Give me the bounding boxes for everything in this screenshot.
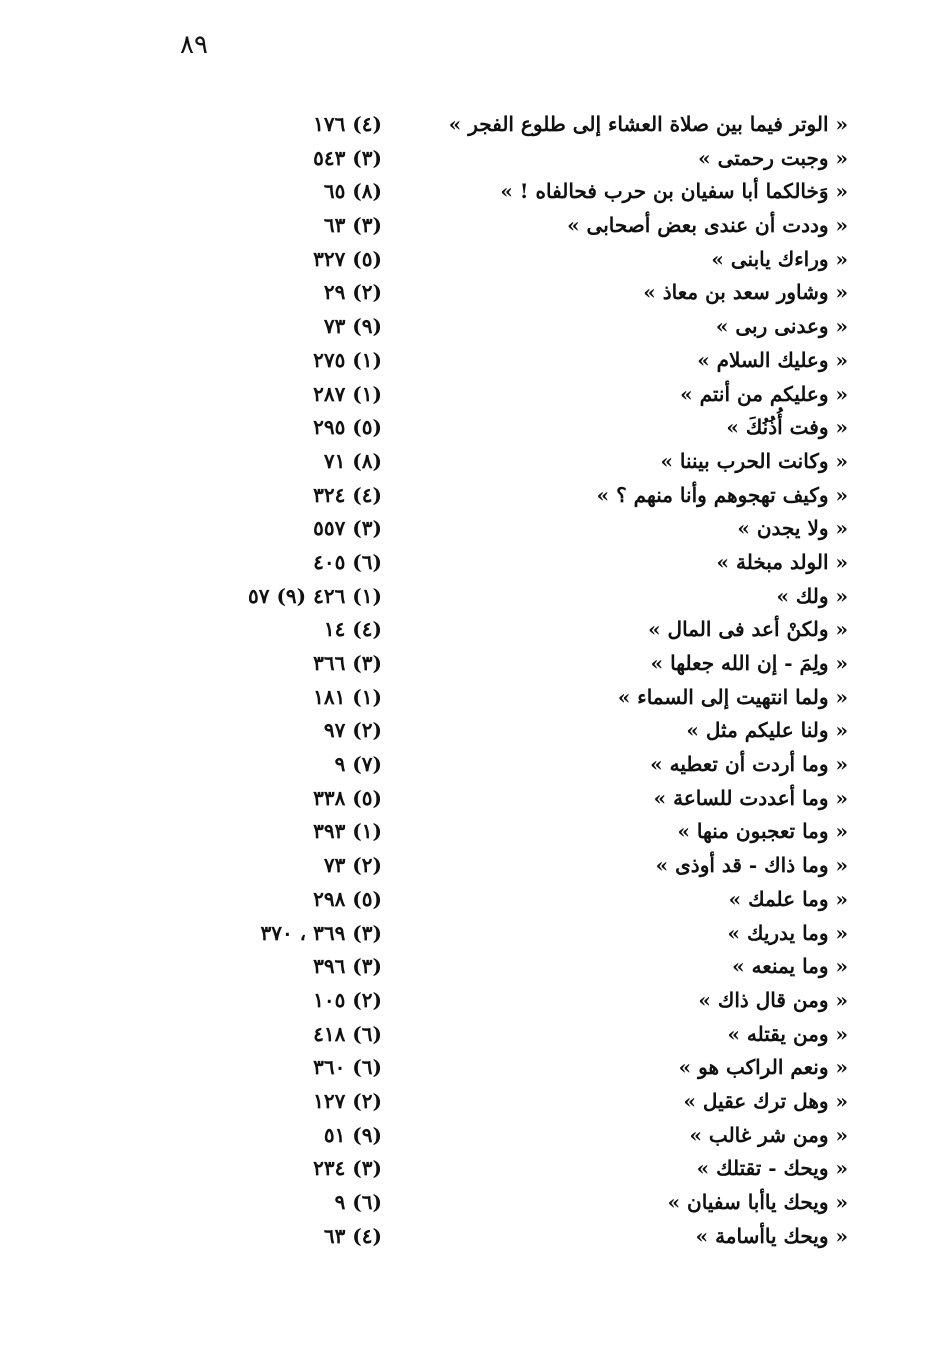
index-entry [0, 613, 944, 647]
entry-phrase: « الولد مبخلة » [716, 549, 848, 574]
index-list [0, 108, 944, 1253]
index-entry [0, 1085, 944, 1119]
entry-reference: (٨) ٦٥ [323, 179, 382, 204]
entry-phrase: « وعليك السلام » [697, 347, 848, 372]
index-entry [0, 1220, 944, 1254]
entry-phrase: « وما يدريك » [727, 920, 848, 945]
entry-phrase: « ولا يجدن » [737, 516, 848, 541]
index-entry [0, 580, 944, 614]
entry-phrase: « الوتر فيما بين صلاة العشاء إلى طلوع الفجر » [448, 112, 848, 136]
entry-phrase: « ولكنْ أعد فى المال » [648, 617, 848, 642]
entry-reference: (٣) ٦٣ [323, 213, 382, 238]
index-entry [0, 1018, 944, 1052]
entry-reference: (١) ٤٢٦ (٩) ٥٧ [248, 583, 382, 608]
entry-phrase: « وراءك يابنى » [711, 246, 848, 271]
entry-reference: (٦) ٣٦٠ [313, 1055, 382, 1080]
entry-phrase: « وجبت رحمتى » [698, 145, 848, 170]
entry-reference: (٤) ٦٣ [323, 1223, 382, 1248]
entry-phrase: « وعليكم من أنتم » [680, 381, 848, 406]
entry-reference: (٢) ٧٣ [323, 853, 382, 878]
entry-phrase: « وكانت الحرب بيننا » [660, 448, 848, 473]
entry-reference: (١) ٣٩٣ [313, 819, 382, 844]
entry-phrase: « وما أردت أن تعطيه » [650, 752, 848, 777]
index-entry [0, 512, 944, 546]
index-entry [0, 479, 944, 513]
entry-reference: (٦) ٩ [334, 1190, 382, 1214]
index-entry [0, 378, 944, 412]
index-entry [0, 108, 944, 142]
entry-phrase: « ومن قال ذاك » [698, 987, 848, 1012]
index-entry [0, 411, 944, 445]
entry-phrase: « وددت أن عندى بعض أصحابى » [567, 213, 848, 238]
index-entry [0, 950, 944, 984]
entry-phrase: « ولما انتهيت إلى السماء » [617, 684, 848, 709]
index-entry [0, 344, 944, 378]
index-entry [0, 142, 944, 176]
entry-phrase: « وشاور سعد بن معاذ » [643, 280, 848, 305]
index-entry [0, 1152, 944, 1186]
entry-reference: (١) ٢٧٥ [313, 347, 382, 372]
entry-reference: (٣) ٣٩٦ [313, 954, 382, 979]
index-entry [0, 849, 944, 883]
entry-phrase: « وعدنى ربى » [715, 314, 848, 339]
index-entry [0, 782, 944, 816]
entry-reference: (٤) ١٤ [323, 617, 382, 642]
entry-reference: (٣) ٣٦٦ [313, 651, 382, 675]
index-entry [0, 1119, 944, 1153]
entry-reference: (٥) ٣٣٨ [313, 785, 382, 810]
entry-reference: (٦) ٤١٨ [313, 1021, 382, 1046]
entry-phrase: « وما علمك » [728, 886, 848, 911]
index-entry [0, 546, 944, 580]
index-entry [0, 647, 944, 681]
entry-phrase: « وما تعجبون منها » [677, 819, 848, 844]
entry-phrase: « ويحك - تقتلك » [696, 1156, 848, 1181]
entry-reference: (٩) ٥١ [323, 1122, 382, 1147]
entry-phrase: « ولك » [776, 583, 848, 608]
entry-reference: (١) ١٨١ [313, 684, 382, 709]
entry-reference: (٥) ٢٩٥ [313, 415, 382, 440]
index-entry [0, 445, 944, 479]
entry-reference: (٥) ٢٩٨ [313, 886, 382, 911]
entry-reference: (٢) ١٠٥ [313, 987, 382, 1012]
index-entry [0, 1051, 944, 1085]
entry-phrase: « وفت أُذُنُكَ » [726, 415, 848, 440]
page-number: ٨٩ [180, 30, 208, 60]
entry-phrase: « ويحك ياأبا سفيان » [667, 1190, 848, 1214]
entry-reference: (٣) ٢٣٤ [313, 1156, 382, 1181]
index-entry [0, 917, 944, 951]
entry-reference: (٤) ١٧٦ [313, 112, 382, 136]
entry-reference: (٦) ٤٠٥ [313, 549, 382, 574]
entry-reference: (٢) ٢٩ [323, 280, 382, 305]
entry-phrase: « وما ذاك - قد أوذى » [655, 853, 848, 878]
index-entry [0, 748, 944, 782]
index-entry [0, 276, 944, 310]
index-entry [0, 175, 944, 209]
entry-phrase: « ولنا عليكم مثل » [686, 718, 848, 743]
entry-reference: (٢) ٩٧ [323, 718, 382, 743]
index-entry [0, 714, 944, 748]
entry-reference: (٥) ٣٢٧ [313, 246, 382, 271]
entry-phrase: « وما يمنعه » [732, 954, 848, 979]
entry-phrase: « ويحك ياأسامة » [695, 1223, 848, 1248]
index-entry [0, 815, 944, 849]
index-entry [0, 984, 944, 1018]
entry-reference: (٣) ٥٥٧ [313, 516, 382, 541]
index-entry [0, 209, 944, 243]
entry-phrase: « ولِمَ - إن الله جعلها » [650, 651, 848, 675]
entry-phrase: « وَخالكما أبا سفيان بن حرب فحالفاه ! » [500, 179, 848, 204]
entry-reference: (٩) ٧٣ [323, 314, 382, 339]
entry-reference: (١) ٢٨٧ [313, 381, 382, 406]
index-entry [0, 243, 944, 277]
entry-reference: (٢) ١٢٧ [313, 1088, 382, 1113]
index-entry [0, 310, 944, 344]
entry-reference: (٤) ٣٢٤ [313, 482, 382, 507]
entry-phrase: « وما أعددت للساعة » [653, 785, 848, 810]
index-entry [0, 883, 944, 917]
entry-reference: (٣) ٣٦٩ ، ٣٧٠ [260, 920, 382, 945]
entry-reference: (٧) ٩ [334, 752, 382, 777]
entry-phrase: « وهل ترك عقيل » [683, 1088, 848, 1113]
entry-phrase: « ومن يقتله » [727, 1021, 848, 1046]
entry-reference: (٣) ٥٤٣ [313, 145, 382, 170]
entry-phrase: « وكيف تهجوهم وأنا منهم ؟ » [596, 482, 848, 507]
index-entry [0, 681, 944, 715]
entry-phrase: « ونعم الراكب هو » [678, 1055, 848, 1080]
entry-phrase: « ومن شر غالب » [689, 1122, 848, 1147]
index-entry [0, 1186, 944, 1220]
entry-reference: (٨) ٧١ [323, 448, 382, 473]
